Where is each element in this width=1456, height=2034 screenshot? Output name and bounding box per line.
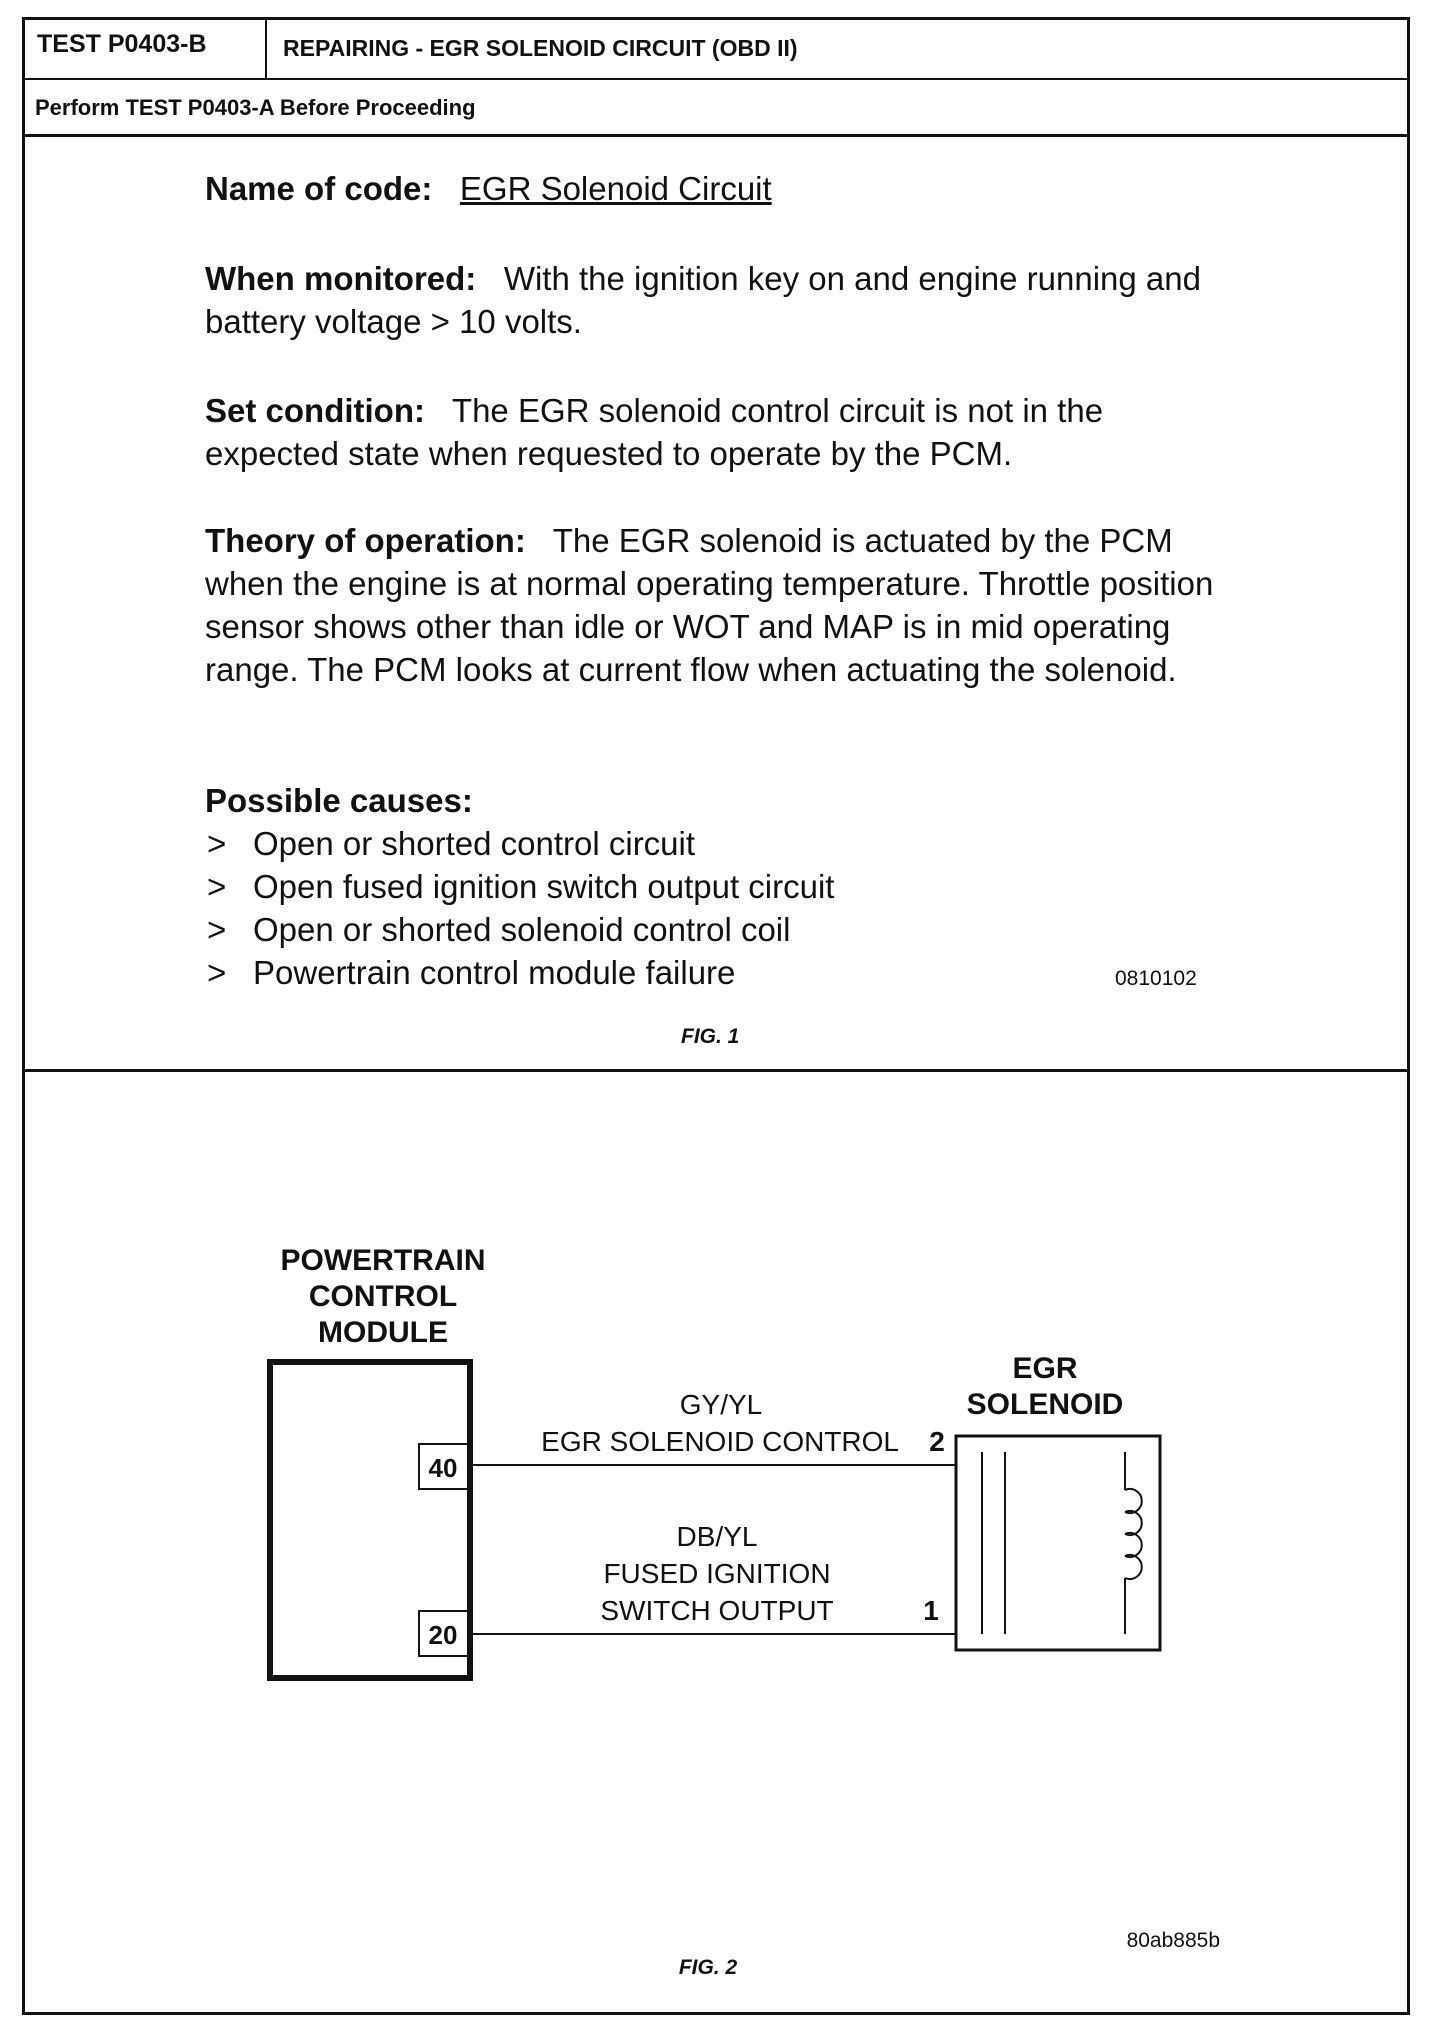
theory-label: Theory of operation:	[205, 522, 526, 559]
pcm-label-line-2: CONTROL	[308, 1280, 458, 1313]
fig1-caption: FIG. 1	[681, 1025, 740, 1048]
pcm-label-line-3: MODULE	[318, 1316, 448, 1349]
code-name-section	[205, 168, 1215, 211]
causes-list	[205, 823, 1105, 995]
prerequisite-note: Perform TEST P0403-A Before Proceeding	[25, 80, 1407, 137]
pin-20-label: 20	[428, 1620, 458, 1650]
list-item: > Open or shorted control circuit	[205, 823, 1105, 866]
egr-label-line-1: EGR	[1012, 1352, 1078, 1385]
list-item: > Open fused ignition switch output circuit	[205, 866, 1105, 909]
test-title: REPAIRING - EGR SOLENOID CIRCUIT (OBD II)	[283, 35, 798, 61]
test-header	[25, 20, 1407, 80]
fig2-caption: FIG. 2	[678, 1956, 738, 1979]
wire1-pin-label: 2	[929, 1426, 945, 1457]
set-condition-section	[205, 390, 1215, 476]
egr-solenoid-box	[956, 1436, 1160, 1650]
pin-40-label: 40	[428, 1453, 458, 1483]
wire1-name-label: EGR SOLENOID CONTROL	[541, 1426, 899, 1457]
wire2-pin-label: 1	[923, 1595, 939, 1626]
list-item: > Powertrain control module failure	[205, 952, 1105, 995]
possible-causes-label: Possible causes:	[205, 782, 473, 819]
wire2-color-label: DB/YL	[676, 1521, 758, 1552]
when-monitored-text: With the ignition key on and engine running and battery voltage > 10 volts.	[205, 260, 1201, 340]
wire1-color-label: GY/YL	[679, 1389, 763, 1420]
test-frame	[22, 17, 1410, 2015]
egr-label-line-2: SOLENOID	[966, 1388, 1124, 1421]
code-name-value: EGR Solenoid Circuit	[459, 170, 772, 207]
possible-causes-section	[205, 780, 1105, 994]
set-condition-text: The EGR solenoid control circuit is not in the expected state when requested to operate by the PCM.	[205, 392, 1104, 472]
when-monitored-label: When monitored:	[205, 260, 477, 297]
wire2-name-line-2: SWITCH OUTPUT	[600, 1595, 834, 1626]
fig1-image-code: 0810102	[1115, 967, 1197, 990]
code-name-label: Name of code:	[205, 170, 433, 207]
pcm-label-line-1: POWERTRAIN	[280, 1244, 486, 1277]
theory-text: The EGR solenoid is actuated by the PCM when the engine is at normal operating temperature. Throttle position sensor shows other than idle or WOT and MAP is in mid operating range. The PCM looks at current flow when actuating the solenoid.	[205, 522, 1214, 688]
theory-section	[205, 520, 1215, 692]
fig2-image-code: 80ab885b	[1126, 1929, 1220, 1952]
set-condition-label: Set condition:	[205, 392, 425, 429]
when-monitored-section	[205, 258, 1205, 344]
list-item: > Open or shorted solenoid control coil	[205, 909, 1105, 952]
test-id: TEST P0403-B	[25, 20, 267, 80]
coil-icon	[1125, 1452, 1142, 1634]
wire2-name-line-1: FUSED IGNITION	[603, 1558, 831, 1589]
egr-wiring-diagram	[25, 1070, 1407, 2010]
